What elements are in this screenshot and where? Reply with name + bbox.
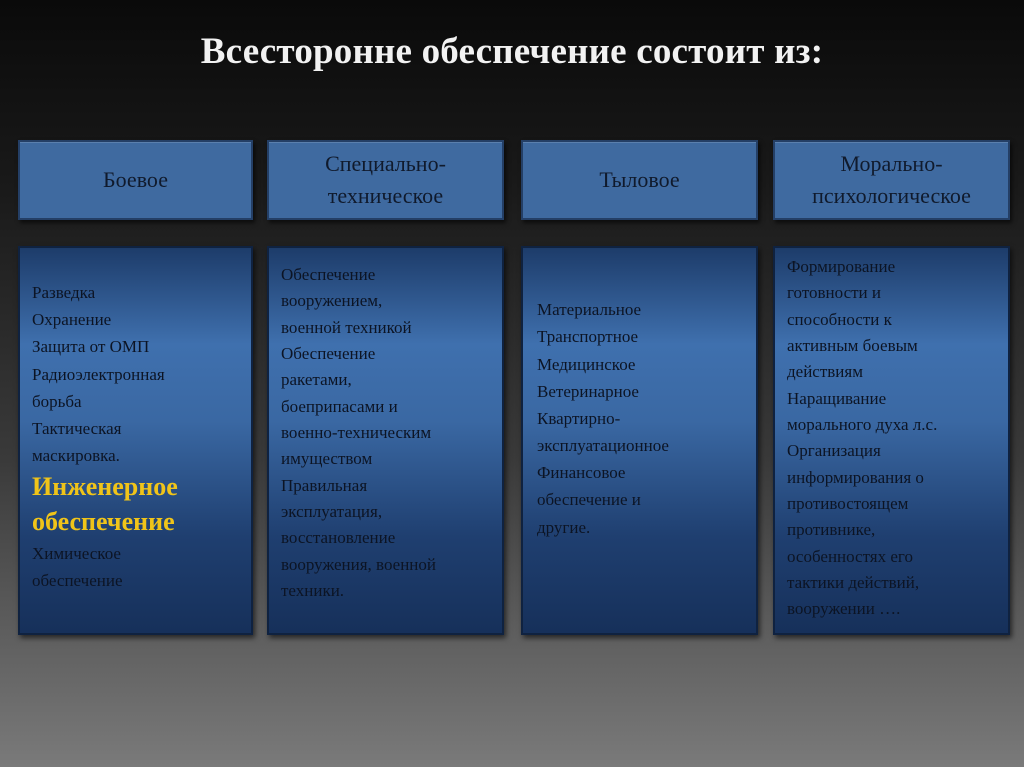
list-item: Химическое: [32, 543, 121, 563]
list-item: вооружении ….: [787, 599, 901, 619]
list-item: имуществом: [281, 449, 373, 469]
list-item: маскировка.: [32, 446, 120, 466]
list-item: информирования о: [787, 467, 924, 487]
list-item: борьба: [32, 391, 82, 411]
list-item: противнике,: [787, 520, 876, 540]
content-combat: [18, 246, 253, 635]
header-line: Боевое: [103, 167, 168, 193]
list-item: Транспортное: [537, 327, 639, 347]
list-item: техники.: [281, 581, 345, 601]
list-item: эксплуатация,: [281, 502, 383, 522]
list-item: противостоящем: [787, 494, 909, 514]
list-item: военно-техническим: [281, 423, 432, 443]
content-special-technical: [267, 246, 504, 635]
list-item: Обеспечение: [281, 344, 376, 364]
list-item: морального духа л.с.: [787, 415, 938, 435]
page-title: Всесторонне обеспечение состоит из:: [200, 31, 824, 72]
list-item: Разведка: [32, 283, 96, 303]
content-rear: [521, 246, 758, 635]
list-item: Формирование: [787, 257, 896, 276]
list-item: Защита от ОМП: [32, 337, 150, 357]
highlighted-list-item: обеспечение: [32, 507, 175, 537]
list-item: активным боевым: [787, 336, 918, 356]
list-item: Радиоэлектронная: [32, 364, 165, 384]
list-item: Финансовое: [537, 463, 626, 483]
header-moral-psychological: [773, 140, 1010, 220]
list-item: Охранение: [32, 310, 112, 330]
list-item: действиям: [787, 362, 863, 382]
content-moral-psychological: [773, 246, 1010, 635]
list-item: Материальное: [537, 300, 642, 320]
highlighted-list-item: Инженерное: [32, 472, 178, 502]
list-item: боеприпасами и: [281, 396, 398, 416]
list-item: военной техникой: [281, 317, 412, 337]
list-item: обеспечение и: [537, 490, 641, 510]
list-item: Тактическая: [32, 419, 122, 438]
list-item: Ветеринарное: [537, 381, 639, 401]
list-item: вооружением,: [281, 291, 383, 311]
list-item: способности к: [787, 309, 892, 329]
header-rear: [521, 140, 758, 220]
list-item: готовности и: [787, 283, 881, 303]
list-item: Правильная: [281, 475, 368, 495]
header-line: Специально-: [325, 151, 446, 177]
header-line: Тыловое: [599, 167, 680, 193]
list-item: Медицинское: [537, 354, 636, 374]
header-line: техническое: [327, 183, 444, 208]
header-combat: [18, 140, 253, 220]
list-item: Обеспечение: [281, 265, 376, 284]
list-item: другие.: [537, 517, 591, 537]
list-item: особенностях его: [787, 546, 913, 566]
list-item: вооружения, военной: [281, 554, 437, 574]
list-item: обеспечение: [32, 570, 123, 590]
header-special-technical: [267, 140, 504, 220]
list-item: Наращивание: [787, 388, 887, 408]
header-line: Морально-: [840, 151, 943, 177]
list-item: тактики действий,: [787, 573, 920, 593]
list-item: эксплуатационное: [537, 436, 669, 456]
list-item: Организация: [787, 441, 881, 461]
list-item: Квартирно-: [537, 408, 621, 428]
list-item: ракетами,: [281, 370, 352, 390]
list-item: восстановление: [281, 528, 396, 548]
header-line: психологическое: [812, 183, 971, 208]
